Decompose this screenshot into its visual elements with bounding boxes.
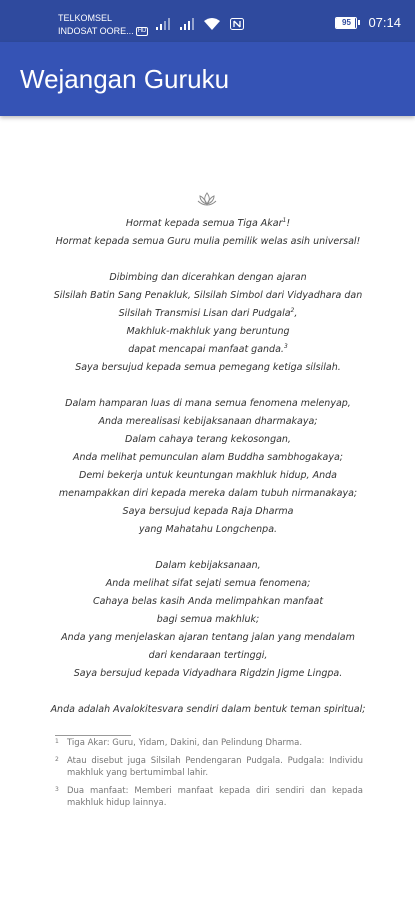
verse-line-text: Anda melihat sifat sejati semua fenomena; xyxy=(105,578,311,589)
verse-line-text: Demi bekerja untuk keuntungan makhluk hidup, Anda xyxy=(79,470,337,481)
verse-line-text: Makhluk-makhluk yang beruntung xyxy=(126,326,290,337)
verse-line xyxy=(48,215,368,233)
verse-line xyxy=(48,593,368,611)
verse-line-text: Cahaya belas kasih Anda melimpahkan manfaat xyxy=(92,596,324,607)
verse-line xyxy=(48,233,368,251)
footnote-item xyxy=(55,737,363,749)
app-title: Wejangan Guruku xyxy=(20,64,230,94)
signal-icon xyxy=(180,18,194,30)
verse-line-text: yang Mahatahu Longchenpa. xyxy=(138,524,278,535)
footnote-ref[interactable]: 3 xyxy=(283,342,288,350)
verse-line-text: bagi semua makhluk; xyxy=(156,614,260,625)
footnote-text: Dua manfaat: Memberi manfaat kepada diri sendiri dan kepada makhluk hidup lainnya. xyxy=(67,786,363,808)
verse-line xyxy=(48,647,368,665)
verse-line-text: Dibimbing dan dicerahkan dengan ajaran xyxy=(109,272,307,283)
footnote-ref[interactable]: 1 xyxy=(282,216,287,224)
clock: 07:14 xyxy=(368,15,401,30)
verse-line-text: Anda adalah Avalokitesvara sendiri dalam bentuk teman spiritual; xyxy=(50,704,366,715)
footnote-item xyxy=(55,785,363,809)
verse-line-text: Saya bersujud kepada semua pemegang ketiga silsilah. xyxy=(75,362,341,373)
verse-line xyxy=(48,611,368,629)
stanza-gap xyxy=(48,377,368,395)
verse-line-text: dari kendaraan tertinggi, xyxy=(148,650,268,661)
verse-line-text: menampakkan diri kepada mereka dalam tubuh nirmanakaya; xyxy=(58,488,358,499)
verse-line xyxy=(48,359,368,377)
verse-line xyxy=(48,467,368,485)
verse-line-text: Anda yang menjelaskan ajaran tentang jalan yang mendalam xyxy=(61,632,355,643)
verse-line xyxy=(48,701,368,719)
carrier-1: TELKOMSEL xyxy=(58,13,113,23)
battery-icon xyxy=(335,17,360,29)
lotus-icon xyxy=(196,191,218,207)
verse-line-text: dapat mencapai manfaat ganda. xyxy=(128,344,284,355)
carrier-2: INDOSAT OORE... xyxy=(58,26,134,36)
verse-line xyxy=(48,287,368,305)
footnote-item xyxy=(55,755,363,779)
reading-content[interactable] xyxy=(0,116,415,900)
verse-line xyxy=(48,305,368,323)
verse-line-text: Silsilah Batin Sang Penakluk, Silsilah Simbol dari Vidyadhara dan xyxy=(53,290,363,301)
footnote-text: Atau disebut juga Silsilah Pendengaran Pudgala. Pudgala: Individu makhluk yang bertumimbal lahir. xyxy=(67,756,363,778)
status-bar xyxy=(0,0,415,42)
verse-line-text: Dalam kebijaksanaan, xyxy=(155,560,261,571)
verse-line-text: Hormat kepada semua Tiga Akar xyxy=(125,218,283,229)
stanza-gap xyxy=(48,251,368,269)
verse-punctuation: , xyxy=(294,308,298,319)
verse-line-text: Dalam hamparan luas di mana semua fenomena melenyap, xyxy=(65,398,351,409)
footnotes xyxy=(55,737,363,815)
footnote-text: Tiga Akar: Guru, Yidam, Dakini, dan Pelindung Dharma. xyxy=(67,738,303,748)
nfc-icon xyxy=(230,18,244,30)
verse-line xyxy=(48,575,368,593)
footnote-ref[interactable]: 2 xyxy=(290,306,295,314)
battery-level: 95 xyxy=(342,18,351,27)
verse-line-text: Silsilah Transmisi Lisan dari Pudgala xyxy=(118,308,291,319)
verse-text xyxy=(48,215,368,719)
verse-line-text: Anda melihat pemunculan alam Buddha sambhogakaya; xyxy=(73,452,343,463)
stanza-gap xyxy=(48,683,368,701)
verse-line xyxy=(48,521,368,539)
verse-punctuation: ! xyxy=(286,218,291,229)
signal-icon xyxy=(156,18,170,30)
verse-line-text: Saya bersujud kepada Vidyadhara Rigdzin Jigme Lingpa. xyxy=(73,668,343,679)
verse-line-text: Saya bersujud kepada Raja Dharma xyxy=(122,506,294,517)
verse-line xyxy=(48,449,368,467)
verse-line-text: Dalam cahaya terang kekosongan, xyxy=(125,434,291,445)
verse-line-text: Anda merealisasi kebijaksanaan dharmakaya; xyxy=(98,416,318,427)
carrier-info xyxy=(58,12,148,38)
footnote-number: 2 xyxy=(55,756,59,763)
verse-line xyxy=(48,485,368,503)
footnote-divider xyxy=(55,735,131,736)
hd-badge: HD xyxy=(137,28,147,35)
verse-line xyxy=(48,665,368,683)
verse-line xyxy=(48,503,368,521)
stanza-gap xyxy=(48,539,368,557)
wifi-icon xyxy=(204,18,220,30)
footnote-number: 3 xyxy=(55,786,59,793)
verse-line xyxy=(48,341,368,359)
verse-line xyxy=(48,557,368,575)
verse-line xyxy=(48,413,368,431)
verse-line xyxy=(48,269,368,287)
verse-line-text: Hormat kepada semua Guru mulia pemilik welas asih universal! xyxy=(55,236,361,247)
footnote-number: 1 xyxy=(55,738,59,745)
verse-line xyxy=(48,629,368,647)
signal-icons xyxy=(156,16,244,30)
verse-line xyxy=(48,431,368,449)
verse-line xyxy=(48,323,368,341)
app-bar xyxy=(0,42,415,116)
verse-line xyxy=(48,395,368,413)
